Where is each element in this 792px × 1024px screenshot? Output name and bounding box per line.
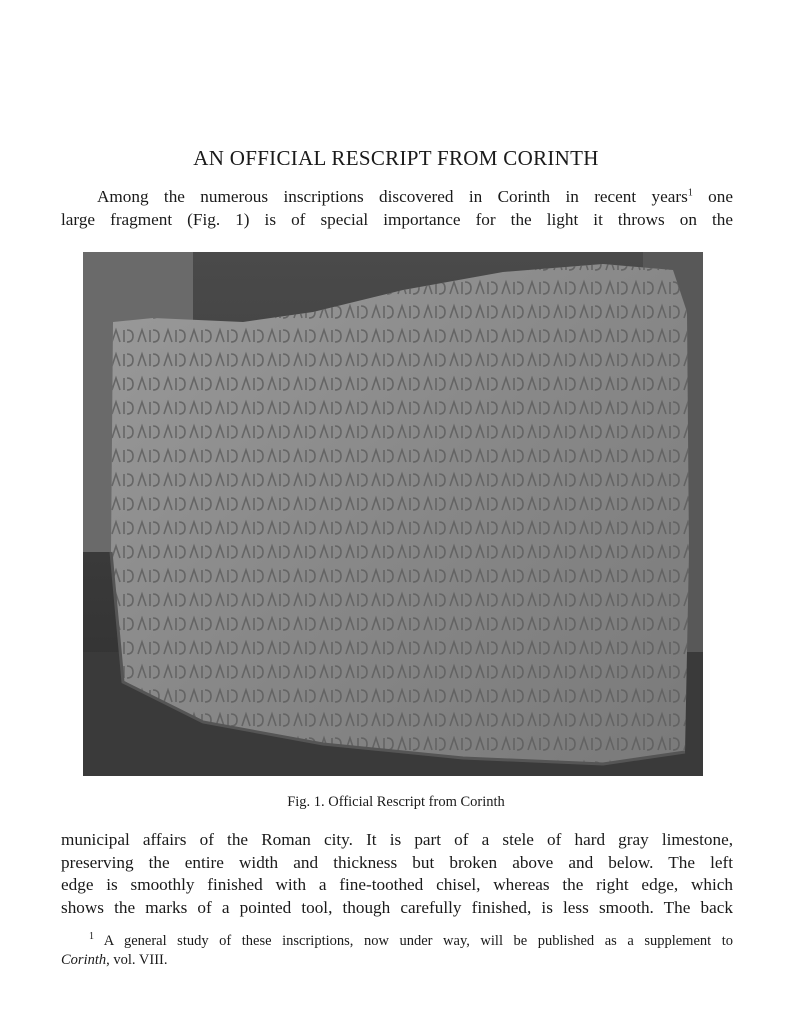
inscription-lettering (111, 264, 689, 764)
footnote-line-2-rest: , vol. VIII. (106, 952, 168, 968)
footnote-line-1 (61, 932, 733, 951)
intro-line-1-end: one (692, 187, 733, 206)
body-line-1: municipal affairs of the Roman city. It is part of a stele of hard gray limestone, (61, 830, 733, 849)
footnote (61, 932, 733, 970)
footnote-line-1-text: A general study of these inscriptions, now under way, will be published as a supplement to (94, 933, 733, 949)
body-line-4: shows the marks of a pointed tool, though carefully finished, is less smooth. The back (61, 897, 733, 917)
body-line-3: edge is smoothly finished with a fine-toothed chisel, whereas the right edge, which (61, 875, 733, 894)
figure-caption: Fig. 1. Official Rescript from Corinth (287, 794, 505, 810)
footnote-line-2 (61, 951, 733, 970)
stele-image (83, 252, 703, 776)
footnote-mark: 1 (89, 931, 94, 943)
footnote-reference: 1 (687, 187, 693, 199)
body-paragraph (61, 829, 733, 919)
intro-line-1 (61, 186, 733, 209)
page-title: AN OFFICIAL RESCRIPT FROM CORINTH (193, 146, 599, 170)
intro-paragraph (61, 186, 733, 231)
stele-photograph (83, 252, 703, 776)
body-line-2: preserving the entire width and thickness but broken above and below. The left (61, 852, 733, 872)
footnote-journal-title: Corinth (61, 952, 107, 968)
intro-line-2: large fragment (Fig. 1) is of special importance for the light it throws on the (61, 209, 733, 229)
intro-line-1-text: Among the numerous inscriptions discovered in Corinth in recent years (97, 187, 688, 206)
